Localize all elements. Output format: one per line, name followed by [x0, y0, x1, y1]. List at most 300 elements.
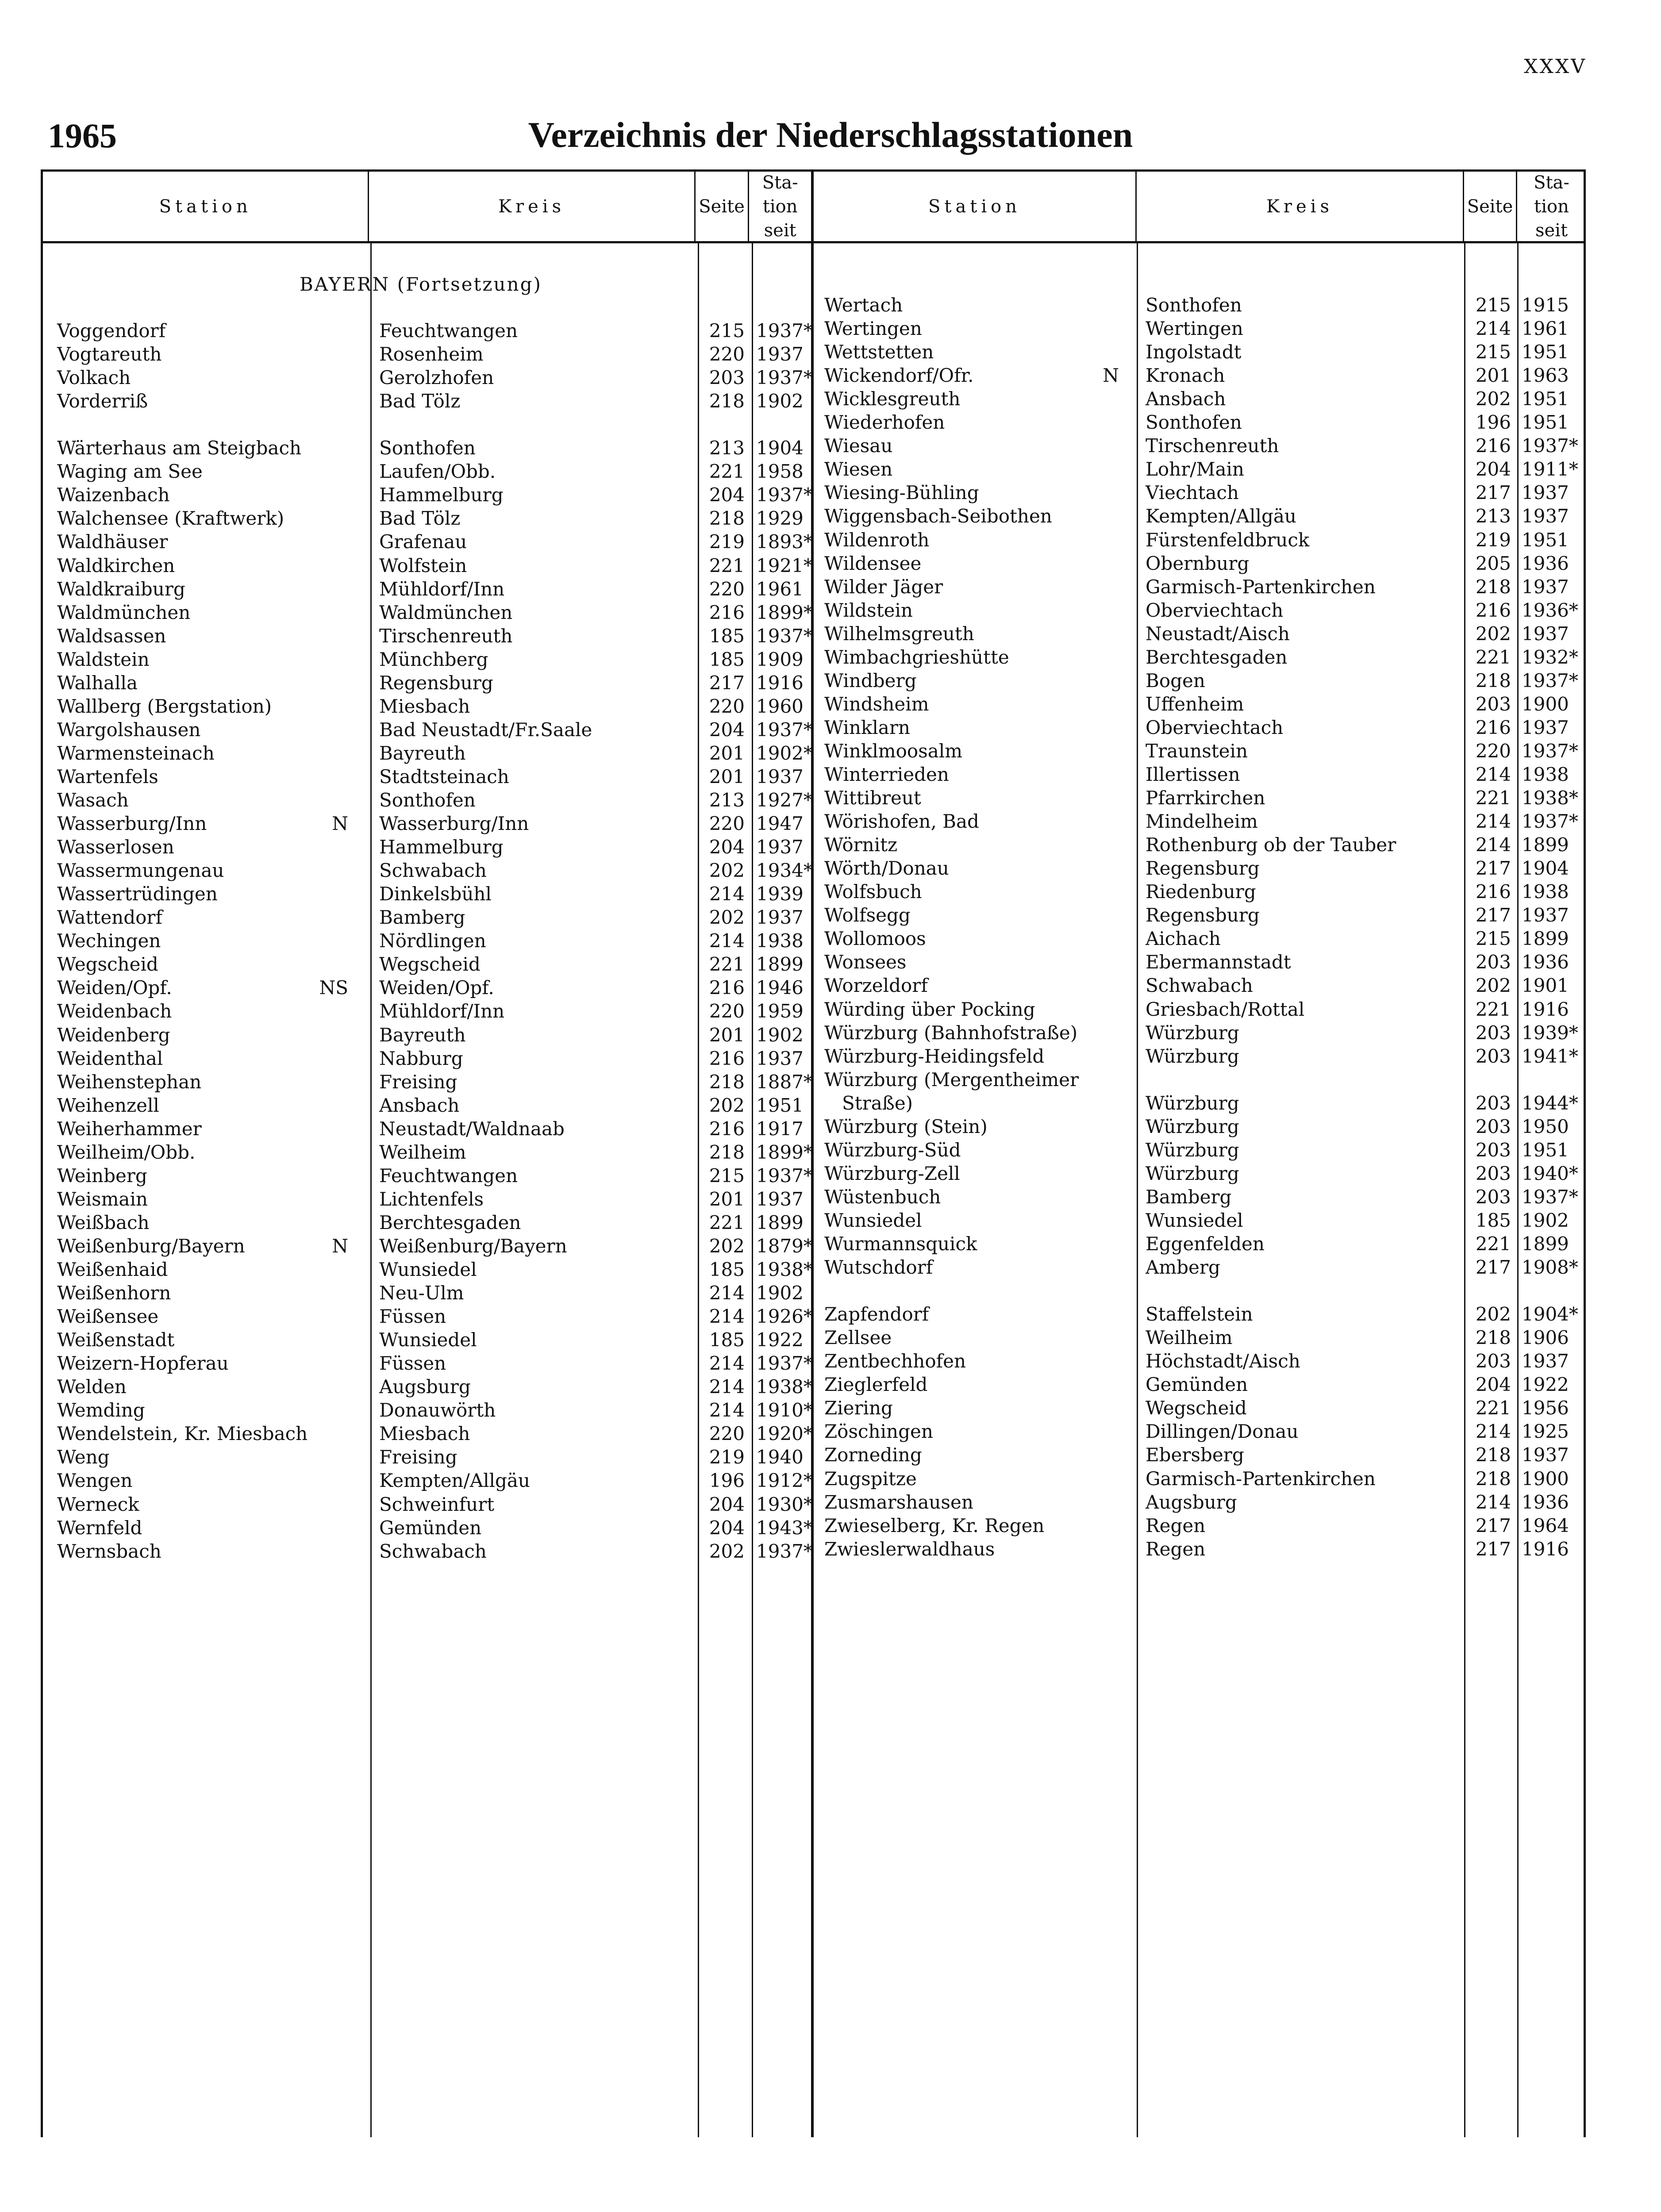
table-row	[43, 342, 811, 366]
page-ref: 214	[1475, 1421, 1511, 1443]
table-row	[43, 1328, 811, 1352]
table-row	[43, 835, 811, 859]
kreis-name: Pfarrkirchen	[1146, 787, 1265, 809]
table-row	[43, 1258, 811, 1281]
station-name: Wollomoos	[824, 928, 926, 950]
since-year: 1951	[756, 1094, 804, 1116]
page-ref: 218	[1475, 669, 1511, 691]
page-ref: 185	[709, 648, 745, 670]
kreis-name: Lohr/Main	[1146, 458, 1244, 480]
table-row	[814, 1443, 1586, 1467]
since-year: 1944*	[1522, 1092, 1578, 1114]
since-year: 1940	[756, 1446, 804, 1468]
page-ref: 215	[1475, 294, 1511, 316]
page-ref: 218	[709, 390, 745, 412]
table-row	[43, 366, 811, 389]
station-name: Weiden/Opf.	[57, 977, 172, 999]
page-ref: 216	[1475, 435, 1511, 457]
page-ref: 213	[709, 789, 745, 811]
station-name: Wiesau	[824, 435, 893, 457]
since-year: 1930*	[756, 1493, 813, 1515]
table-row	[43, 436, 811, 460]
page-ref: 202	[709, 860, 745, 882]
page-ref: 203	[1475, 1350, 1511, 1372]
station-name: Vorderriß	[57, 390, 148, 412]
table-row	[43, 1234, 811, 1258]
station-name: Wicklesgreuth	[824, 388, 961, 410]
table-row	[43, 1469, 811, 1492]
station-name: Welden	[57, 1376, 127, 1398]
table-row	[43, 1164, 811, 1187]
since-year: 1901	[1522, 975, 1569, 997]
page-ref: 221	[709, 1211, 745, 1233]
page-ref: 214	[709, 1306, 745, 1328]
since-year: 1937	[1522, 505, 1569, 527]
since-year: 1961	[756, 578, 804, 600]
station-name: Wernsbach	[57, 1540, 161, 1562]
since-year: 1951	[1522, 341, 1569, 363]
kreis-name: Waldmünchen	[379, 601, 513, 623]
table-row	[814, 1302, 1586, 1326]
table-left-half	[43, 172, 814, 2137]
kreis-name: Wegscheid	[379, 953, 481, 975]
page-ref: 217	[709, 672, 745, 694]
since-year: 1922	[756, 1329, 804, 1351]
page-ref: 202	[1475, 975, 1511, 997]
since-year: 1937	[1522, 1350, 1569, 1372]
kreis-name: Bamberg	[1146, 1186, 1232, 1208]
station-name: Waizenbach	[57, 484, 170, 506]
table-row	[814, 1373, 1586, 1396]
header-seite: Seite	[1464, 172, 1517, 241]
since-year: 1950	[1522, 1115, 1569, 1137]
kreis-name: Miesbach	[379, 695, 470, 717]
kreis-name: Grafenau	[379, 531, 467, 553]
kreis-name: Neustadt/Waldnaab	[379, 1118, 565, 1140]
kreis-name: Obernburg	[1146, 552, 1250, 574]
since-year: 1938*	[756, 1259, 813, 1280]
kreis-name: Oberviechtach	[1146, 599, 1284, 621]
station-name: Warmensteinach	[57, 742, 215, 764]
table-row	[43, 648, 811, 671]
table-row	[814, 927, 1586, 950]
since-year: 1951	[1522, 388, 1569, 410]
kreis-name: Füssen	[379, 1352, 446, 1375]
table-row	[43, 1047, 811, 1070]
table-row	[43, 1516, 811, 1540]
station-name: Wonsees	[824, 951, 907, 973]
kreis-name: Regen	[1146, 1538, 1206, 1560]
since-year: 1937	[1522, 1444, 1569, 1466]
table-row	[43, 483, 811, 507]
station-name: Walchensee (Kraftwerk)	[57, 507, 285, 530]
station-name: Wattendorf	[57, 906, 163, 929]
since-year: 1934*	[756, 860, 813, 882]
page-ref: 203	[1475, 1045, 1511, 1067]
kreis-name: Regen	[1146, 1514, 1206, 1536]
page-ref: 214	[1475, 810, 1511, 833]
table-row	[814, 833, 1586, 856]
since-year: 1941*	[1522, 1045, 1578, 1067]
kreis-name: Füssen	[379, 1306, 446, 1328]
station-name: Wasach	[57, 789, 129, 811]
since-year: 1899*	[756, 601, 813, 623]
page-ref: 203	[1475, 693, 1511, 715]
table-row	[814, 1068, 1586, 1091]
kreis-name: Wunsiedel	[1146, 1209, 1243, 1231]
since-year: 1938	[756, 930, 804, 952]
table-row	[43, 389, 811, 413]
since-year: 1902	[756, 1282, 804, 1304]
page-ref: 221	[1475, 646, 1511, 668]
table-row	[814, 293, 1586, 317]
station-name: Wiederhofen	[824, 411, 945, 434]
kreis-name: Schwabach	[379, 860, 487, 882]
table-row	[814, 1185, 1586, 1209]
since-year: 1927*	[756, 789, 813, 811]
kreis-name: Hammelburg	[379, 484, 504, 506]
page-ref: 220	[709, 1000, 745, 1022]
station-name: Wilder Jäger	[824, 576, 943, 598]
since-year: 1937	[1522, 482, 1569, 504]
since-year: 1937*	[756, 1352, 813, 1375]
page-ref: 221	[709, 461, 745, 483]
page-ref: 215	[709, 320, 745, 342]
kreis-name: Kempten/Allgäu	[1146, 505, 1296, 527]
station-name: Weiherhammer	[57, 1118, 202, 1140]
table-row	[814, 481, 1586, 504]
page-ref: 218	[1475, 576, 1511, 598]
kreis-name: Berchtesgaden	[379, 1211, 521, 1233]
page-ref: 219	[1475, 529, 1511, 551]
page-ref: 201	[709, 1024, 745, 1046]
kreis-name: Sonthofen	[379, 789, 476, 811]
page-ref: 219	[709, 1446, 745, 1468]
header-station-seit: Sta- tion seit	[1534, 172, 1569, 241]
since-year: 1917	[756, 1118, 804, 1140]
since-year: 1937	[756, 836, 804, 858]
table-row	[43, 577, 811, 601]
station-name: Ziering	[824, 1397, 893, 1419]
table-row	[43, 929, 811, 952]
kreis-name: Regensburg	[1146, 857, 1260, 879]
kreis-name: Augsburg	[379, 1376, 471, 1398]
kreis-name: Riedenburg	[1146, 881, 1256, 903]
since-year: 1964	[1522, 1514, 1569, 1536]
table-row	[814, 1138, 1586, 1162]
kreis-name: Bad Neustadt/Fr.Saale	[379, 718, 592, 741]
station-name: Wolfsbuch	[824, 881, 922, 903]
since-year: 1899	[756, 1211, 804, 1233]
station-name: Würzburg (Mergentheimer	[824, 1068, 1079, 1091]
kreis-name: Ebersberg	[1146, 1444, 1244, 1466]
station-name: Wiesen	[824, 458, 893, 480]
page-ref: 204	[709, 484, 745, 506]
table-row	[43, 695, 811, 718]
table-row	[43, 976, 811, 999]
header-station: Station	[43, 172, 369, 241]
since-year: 1937	[756, 1047, 804, 1069]
page-ref: 196	[1475, 411, 1511, 434]
kreis-name: Berchtesgaden	[1146, 646, 1288, 668]
kreis-name: Münchberg	[379, 648, 488, 670]
page-ref: 217	[1475, 1538, 1511, 1560]
page-ref: 202	[1475, 1303, 1511, 1325]
table-row	[814, 903, 1586, 927]
since-year: 1902	[756, 390, 804, 412]
table-row	[43, 906, 811, 929]
station-name: Wengen	[57, 1470, 133, 1492]
station-name: Waldmünchen	[57, 601, 191, 623]
table-row	[43, 1141, 811, 1164]
kreis-name: Neu-Ulm	[379, 1282, 464, 1304]
table-row	[43, 460, 811, 483]
station-flag: N	[1103, 365, 1119, 387]
page-ref: 203	[1475, 1162, 1511, 1184]
since-year: 1937*	[1522, 435, 1578, 457]
kreis-name: Schweinfurt	[379, 1493, 495, 1515]
station-name: Wurmannsquick	[824, 1233, 977, 1255]
kreis-name: Bogen	[1146, 669, 1205, 691]
since-year: 1900	[1522, 693, 1569, 715]
table-row	[43, 1117, 811, 1141]
since-year: 1937*	[1522, 740, 1578, 762]
kreis-name: Feuchtwangen	[379, 320, 518, 342]
kreis-name: Tirschenreuth	[1146, 435, 1279, 457]
kreis-name: Uffenheim	[1146, 693, 1244, 715]
since-year: 1937	[756, 1188, 804, 1210]
kreis-name: Mühldorf/Inn	[379, 1000, 505, 1022]
kreis-name: Mindelheim	[1146, 810, 1258, 833]
station-name: Waging am See	[57, 461, 203, 483]
table-row	[814, 1045, 1586, 1068]
since-year: 1936*	[1522, 599, 1578, 621]
since-year: 1938*	[1522, 787, 1578, 809]
kreis-name: Tirschenreuth	[379, 625, 513, 647]
station-name: Zwieselberg, Kr. Regen	[824, 1514, 1045, 1536]
kreis-name: Oberviechtach	[1146, 716, 1284, 738]
since-year: 1937	[1522, 622, 1569, 645]
kreis-name: Freising	[379, 1071, 458, 1093]
page-ref: 213	[1475, 505, 1511, 527]
table-row	[43, 601, 811, 624]
since-year: 1929	[756, 507, 804, 530]
station-name: Weißenburg/Bayern	[57, 1235, 245, 1257]
station-name: Waldkraiburg	[57, 578, 185, 600]
table-row	[43, 1375, 811, 1398]
station-table	[41, 169, 1586, 2137]
station-name: Wassertrüdingen	[57, 883, 218, 905]
kreis-name: Weißenburg/Bayern	[379, 1235, 567, 1257]
page-ref: 218	[709, 1071, 745, 1093]
table-row	[814, 669, 1586, 692]
page-ref: 216	[709, 1047, 745, 1069]
since-year: 1963	[1522, 365, 1569, 387]
station-name: Wassermungenau	[57, 860, 224, 882]
table-row	[814, 1162, 1586, 1185]
since-year: 1902*	[756, 742, 813, 764]
station-name: Wechingen	[57, 930, 161, 952]
page-ref: 204	[1475, 458, 1511, 480]
station-name: Wittibreut	[824, 787, 921, 809]
since-year: 1961	[1522, 318, 1569, 340]
table-row	[814, 739, 1586, 763]
kreis-name: Laufen/Obb.	[379, 461, 496, 483]
page-ref: 215	[1475, 341, 1511, 363]
since-year: 1939	[756, 883, 804, 905]
station-name: Wolfsegg	[824, 904, 911, 926]
kreis-name: Gemünden	[1146, 1374, 1248, 1396]
kreis-name: Ingolstadt	[1146, 341, 1242, 363]
station-name: Weihenstephan	[57, 1071, 202, 1093]
page-ref: 205	[1475, 552, 1511, 574]
page-ref: 220	[1475, 740, 1511, 762]
kreis-name: Weiden/Opf.	[379, 977, 494, 999]
station-name: Wendelstein, Kr. Miesbach	[57, 1423, 308, 1445]
kreis-name: Weilheim	[1146, 1327, 1233, 1349]
station-name: Zorneding	[824, 1444, 922, 1466]
since-year: 1937*	[1522, 669, 1578, 691]
page-ref: 214	[709, 883, 745, 905]
kreis-name: Lichtenfels	[379, 1188, 484, 1210]
table-row	[43, 1305, 811, 1328]
page-ref: 217	[1475, 1514, 1511, 1536]
kreis-name: Schwabach	[379, 1540, 487, 1562]
since-year: 1893*	[756, 531, 813, 553]
page-ref: 202	[1475, 622, 1511, 645]
station-name: Würzburg (Bahnhofstraße)	[824, 1022, 1078, 1044]
station-name: Wüstenbuch	[824, 1186, 941, 1208]
kreis-name: Kronach	[1146, 365, 1225, 387]
page-ref: 221	[1475, 1397, 1511, 1419]
table-row	[43, 1445, 811, 1469]
since-year: 1937*	[756, 484, 813, 506]
station-name: Wunsiedel	[824, 1209, 922, 1231]
page-number: XXXV	[1524, 55, 1587, 78]
table-row	[814, 856, 1586, 880]
page-ref: 214	[709, 1376, 745, 1398]
kreis-name: Würzburg	[1146, 1115, 1239, 1137]
table-right-half	[814, 172, 1586, 2137]
table-row	[814, 1537, 1586, 1561]
since-year: 1947	[756, 813, 804, 835]
since-year: 1937*	[756, 625, 813, 647]
station-name: Weismain	[57, 1188, 148, 1210]
page-ref: 220	[709, 343, 745, 365]
table-row	[814, 528, 1586, 552]
kreis-name: Donauwörth	[379, 1399, 496, 1421]
kreis-name: Ansbach	[1146, 388, 1226, 410]
station-name: Wutschdorf	[824, 1256, 933, 1279]
table-row	[43, 671, 811, 695]
since-year: 1904*	[1522, 1303, 1578, 1325]
page-ref: 217	[1475, 904, 1511, 926]
since-year: 1906	[1522, 1327, 1569, 1349]
page-ref: 202	[709, 906, 745, 929]
station-name: Wärterhaus am Steigbach	[57, 437, 302, 459]
kreis-name: Bayreuth	[379, 742, 466, 764]
since-year: 1879*	[756, 1235, 813, 1257]
table-row	[814, 763, 1586, 786]
table-row	[814, 504, 1586, 528]
kreis-name: Weilheim	[379, 1141, 466, 1163]
station-name: Weißensee	[57, 1306, 159, 1328]
since-year: 1921*	[756, 554, 813, 576]
kreis-name: Bayreuth	[379, 1024, 466, 1046]
table-row	[814, 1326, 1586, 1349]
kreis-name: Staffelstein	[1146, 1303, 1253, 1325]
table-row	[814, 1232, 1586, 1256]
station-name: Wildstein	[824, 599, 913, 621]
year-label: 1965	[48, 116, 117, 155]
table-row	[814, 1256, 1586, 1279]
since-year: 1937	[756, 765, 804, 787]
kreis-name: Nabburg	[379, 1047, 463, 1069]
table-row	[43, 1070, 811, 1094]
station-name: Wartenfels	[57, 765, 158, 787]
since-year: 1937*	[756, 367, 813, 389]
kreis-name: Sonthofen	[379, 437, 476, 459]
page-ref: 196	[709, 1470, 745, 1492]
station-name: Weißenstadt	[57, 1329, 175, 1351]
kreis-name: Bad Tölz	[379, 507, 461, 530]
page-ref: 217	[1475, 482, 1511, 504]
since-year: 1936	[1522, 1491, 1569, 1513]
page-ref: 202	[1475, 388, 1511, 410]
page-ref: 185	[709, 1329, 745, 1351]
page-ref: 203	[1475, 1139, 1511, 1161]
page-ref: 214	[709, 1282, 745, 1304]
since-year: 1951	[1522, 1139, 1569, 1161]
kreis-name: Sonthofen	[1146, 294, 1242, 316]
station-name: Vogtareuth	[57, 343, 162, 365]
page-ref: 218	[709, 507, 745, 530]
kreis-name: Traunstein	[1146, 740, 1248, 762]
station-name: Werneck	[57, 1493, 139, 1515]
since-year: 1940*	[1522, 1162, 1578, 1184]
since-year: 1937*	[756, 718, 813, 741]
station-name: Weißenhaid	[57, 1259, 168, 1280]
table-row	[43, 1094, 811, 1117]
page-ref: 218	[1475, 1327, 1511, 1349]
page-ref: 213	[709, 437, 745, 459]
since-year: 1937	[756, 906, 804, 929]
since-year: 1936	[1522, 951, 1569, 973]
kreis-name: Freising	[379, 1446, 458, 1468]
station-name: Wörishofen, Bad	[824, 810, 979, 833]
table-row	[43, 765, 811, 788]
table-row	[43, 554, 811, 577]
table-row	[43, 530, 811, 553]
station-name: Wildensee	[824, 552, 922, 574]
since-year: 1956	[1522, 1397, 1569, 1419]
since-year: 1939*	[1522, 1022, 1578, 1044]
since-year: 1904	[756, 437, 804, 459]
station-name: Würding über Pocking	[824, 998, 1035, 1020]
station-name: Wimbachgrieshütte	[824, 646, 1009, 668]
page-ref: 204	[709, 718, 745, 741]
station-name: Zapfendorf	[824, 1303, 929, 1325]
page-ref: 218	[1475, 1467, 1511, 1490]
since-year: 1926*	[756, 1306, 813, 1328]
station-name: Wegscheid	[57, 953, 158, 975]
page-ref: 204	[709, 1517, 745, 1539]
since-year: 1916	[1522, 1538, 1569, 1560]
page-ref: 202	[709, 1235, 745, 1257]
kreis-name: Würzburg	[1146, 1045, 1239, 1067]
state-subheading: BAYERN (Fortsetzung)	[300, 273, 542, 295]
table-row	[814, 1091, 1586, 1115]
